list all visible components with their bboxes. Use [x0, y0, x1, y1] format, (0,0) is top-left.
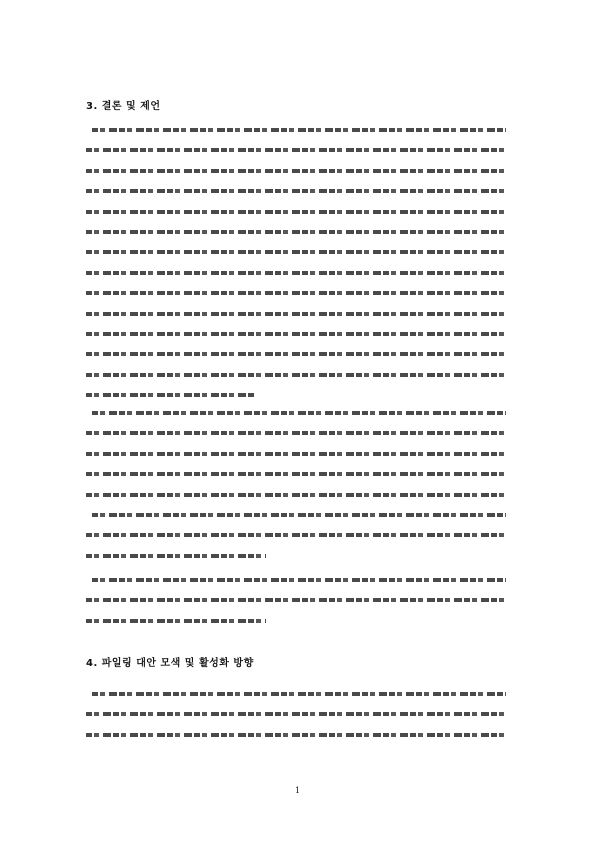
text-line: [86, 611, 506, 631]
text-line: [86, 725, 506, 745]
body-paragraph-2: [86, 403, 506, 505]
text-line-ink: [92, 513, 506, 517]
text-line: [86, 403, 506, 423]
text-line: [86, 505, 506, 525]
section-heading-3: 3. 결론 및 제언: [86, 101, 161, 112]
text-line-ink: [86, 332, 506, 336]
text-line: [86, 525, 506, 545]
text-line-ink: [86, 598, 506, 602]
text-line-ink: [86, 452, 506, 456]
text-line-ink: [86, 619, 266, 623]
section-heading-4: 4. 파일링 대안 모색 및 활성화 방향: [86, 658, 254, 669]
text-line: [86, 546, 506, 566]
text-line-ink: [86, 291, 506, 295]
text-line: [86, 161, 506, 181]
text-line: [86, 324, 506, 344]
text-line-ink: [86, 210, 506, 214]
text-line-ink: [92, 578, 506, 582]
text-line-ink: [86, 250, 506, 254]
text-line-ink: [86, 733, 506, 737]
text-line: [86, 365, 506, 385]
text-line: [86, 120, 506, 140]
text-line: [86, 263, 506, 283]
text-line-ink: [92, 411, 506, 415]
text-line-ink: [86, 472, 506, 476]
text-line: [86, 485, 506, 505]
text-line: [86, 283, 506, 303]
text-line: [86, 684, 506, 704]
text-line: [86, 423, 506, 443]
body-paragraph-4: [86, 570, 506, 631]
text-line: [86, 202, 506, 222]
text-line: [86, 344, 506, 364]
text-line-ink: [86, 393, 256, 397]
text-line: [86, 464, 506, 484]
text-line: [86, 181, 506, 201]
text-line: [86, 242, 506, 262]
text-line-ink: [86, 230, 506, 234]
text-line: [86, 444, 506, 464]
text-line: [86, 704, 506, 724]
body-paragraph-1: [86, 120, 506, 405]
body-paragraph-5: [86, 684, 506, 745]
text-line-ink: [86, 431, 506, 435]
text-line-ink: [86, 493, 506, 497]
text-line-ink: [86, 271, 506, 275]
text-line-ink: [86, 148, 506, 152]
text-line-ink: [86, 312, 506, 316]
text-line-ink: [92, 692, 506, 696]
text-line-ink: [86, 373, 506, 377]
page-number: 1: [294, 786, 301, 795]
text-line: [86, 570, 506, 590]
text-line: [86, 140, 506, 160]
text-line-ink: [86, 352, 506, 356]
body-paragraph-3: [86, 505, 506, 566]
text-line-ink: [86, 712, 506, 716]
text-line-ink: [92, 128, 506, 132]
text-line: [86, 222, 506, 242]
text-line: [86, 304, 506, 324]
text-line: [86, 590, 506, 610]
text-line-ink: [86, 554, 266, 558]
text-line-ink: [86, 169, 506, 173]
text-line-ink: [86, 189, 506, 193]
text-line-ink: [86, 533, 506, 537]
